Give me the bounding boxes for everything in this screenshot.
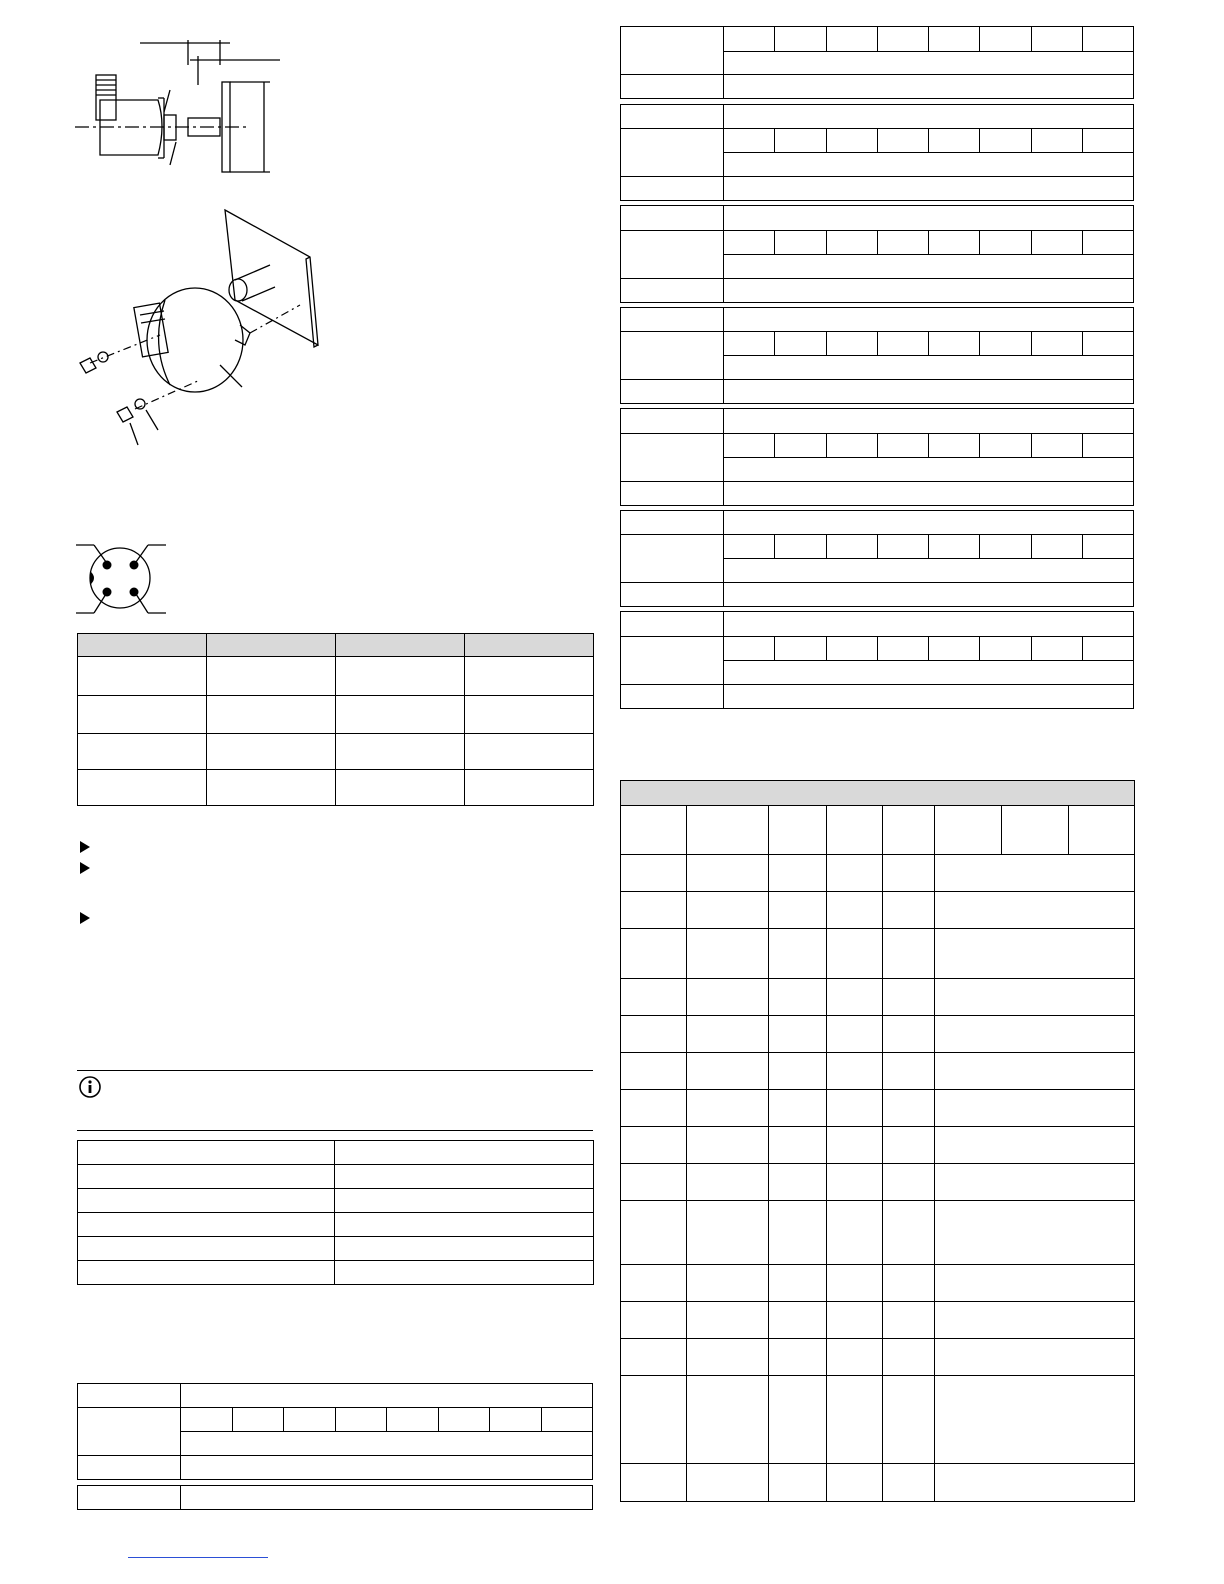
- settings-table-cell: [335, 1189, 594, 1213]
- bit-table-fragment: [77, 1485, 593, 1510]
- connection-table-header-cell: [465, 634, 594, 657]
- parameter-cell: [883, 1053, 935, 1090]
- parameter-cell: [621, 1164, 687, 1201]
- exploded-mounting-view: [70, 205, 330, 455]
- bit-cell: [980, 535, 1031, 559]
- parameter-cell: [769, 1265, 827, 1302]
- bit-table-cell: [724, 279, 1134, 303]
- bit-table-cell: [724, 661, 1134, 685]
- bit-table-cell: [181, 1432, 593, 1456]
- parameter-cell: [621, 1201, 687, 1265]
- bit-cell: [724, 332, 775, 356]
- parameter-cell: [827, 1464, 883, 1502]
- bit-cell: [826, 231, 877, 255]
- bit-cell: [724, 129, 775, 153]
- bit-cell: [929, 332, 980, 356]
- triangle-bullet-icon: [80, 862, 90, 874]
- parameter-cell: [827, 979, 883, 1016]
- parameter-cell: [687, 979, 769, 1016]
- parameter-table-header-cell: [883, 806, 935, 855]
- parameter-cell: [769, 929, 827, 979]
- parameter-cell: [621, 1053, 687, 1090]
- bit-table: [620, 205, 1134, 303]
- bit-cell: [877, 231, 928, 255]
- bit-table-cell: [181, 1486, 593, 1510]
- bit-cell: [929, 637, 980, 661]
- parameter-cell: [687, 1090, 769, 1127]
- connection-table-cell: [78, 734, 207, 770]
- bit-table-cell: [724, 685, 1134, 709]
- parameter-cell: [883, 1090, 935, 1127]
- parameter-cell: [827, 1016, 883, 1053]
- bit-table: [620, 611, 1134, 709]
- parameter-description-cell: [935, 1339, 1135, 1376]
- settings-table-cell: [335, 1141, 594, 1165]
- bit-table-cell: [724, 356, 1134, 380]
- bit-table-cell: [724, 75, 1134, 99]
- triangle-bullet-icon: [80, 841, 90, 853]
- bit-table-label-cell: [621, 637, 724, 685]
- bit-table-cell: [724, 206, 1134, 231]
- settings-table-cell: [78, 1141, 335, 1165]
- bit-cell: [826, 27, 877, 52]
- parameter-cell: [769, 855, 827, 892]
- parameter-cell: [621, 1376, 687, 1464]
- bit-cell: [284, 1408, 336, 1432]
- parameter-cell: [827, 1201, 883, 1265]
- connection-table-cell: [336, 734, 465, 770]
- connection-table-cell: [336, 696, 465, 734]
- bit-cell: [929, 434, 980, 458]
- bit-table-label-cell: [78, 1486, 181, 1510]
- parameter-cell: [621, 892, 687, 929]
- parameter-cell: [769, 1201, 827, 1265]
- parameter-cell: [769, 1127, 827, 1164]
- settings-table-cell: [335, 1261, 594, 1285]
- parameter-cell: [687, 929, 769, 979]
- bit-cell: [1031, 27, 1082, 52]
- connection-table-cell: [78, 770, 207, 806]
- parameter-cell: [769, 1053, 827, 1090]
- parameter-cell: [883, 1376, 935, 1464]
- parameter-cell: [827, 855, 883, 892]
- parameter-cell: [827, 929, 883, 979]
- bit-table-label-cell: [621, 231, 724, 279]
- bit-cell: [980, 129, 1031, 153]
- bit-table-label-cell: [621, 308, 724, 332]
- parameter-description-cell: [935, 1164, 1135, 1201]
- parameter-description-cell: [935, 855, 1135, 892]
- note-top-rule: [77, 1070, 593, 1071]
- bit-cell: [1031, 332, 1082, 356]
- parameter-cell: [769, 1339, 827, 1376]
- bit-table-cell: [181, 1384, 593, 1408]
- parameter-cell: [769, 979, 827, 1016]
- bit-cell: [980, 332, 1031, 356]
- bit-cell: [877, 129, 928, 153]
- parameter-cell: [827, 1302, 883, 1339]
- bit-cell: [724, 231, 775, 255]
- settings-table-cell: [78, 1261, 335, 1285]
- parameter-table-header-cell: [1002, 806, 1069, 855]
- connection-table-cell: [78, 657, 207, 696]
- bit-cell: [232, 1408, 284, 1432]
- parameter-cell: [621, 1464, 687, 1502]
- connection-table-cell: [465, 770, 594, 806]
- bit-cell: [775, 332, 826, 356]
- bit-cell: [438, 1408, 490, 1432]
- parameter-cell: [827, 892, 883, 929]
- parameter-cell: [687, 1127, 769, 1164]
- settings-table-cell: [335, 1213, 594, 1237]
- bit-table-label-cell: [621, 27, 724, 75]
- parameter-cell: [687, 855, 769, 892]
- bit-table-label-cell: [78, 1456, 181, 1480]
- bit-table-cell: [724, 153, 1134, 177]
- parameter-cell: [883, 1016, 935, 1053]
- bit-cell: [724, 434, 775, 458]
- parameter-description-cell: [935, 892, 1135, 929]
- bit-cell: [490, 1408, 542, 1432]
- connection-table-cell: [78, 696, 207, 734]
- parameter-description-cell: [935, 979, 1135, 1016]
- parameter-cell: [827, 1339, 883, 1376]
- bit-table-label-cell: [621, 129, 724, 177]
- bit-cell: [826, 535, 877, 559]
- connection-table-cell: [465, 696, 594, 734]
- bit-cell: [1082, 637, 1133, 661]
- bit-table-label-cell: [621, 612, 724, 637]
- bit-cell: [877, 637, 928, 661]
- parameter-cell: [827, 1376, 883, 1464]
- bit-cell: [980, 434, 1031, 458]
- bit-cell: [929, 27, 980, 52]
- bit-table: [620, 510, 1134, 607]
- parameter-cell: [687, 1265, 769, 1302]
- bit-table-label-cell: [78, 1384, 181, 1408]
- bit-cell: [724, 535, 775, 559]
- parameter-cell: [687, 1464, 769, 1502]
- connection-table-header-cell: [336, 634, 465, 657]
- bit-cell: [1031, 231, 1082, 255]
- bit-cell: [1031, 129, 1082, 153]
- bit-table-label-cell: [621, 279, 724, 303]
- bit-table: [77, 1383, 593, 1480]
- bit-table-cell: [724, 482, 1134, 506]
- bit-table-cell: [724, 409, 1134, 434]
- bit-cell: [1031, 434, 1082, 458]
- bit-table-cell: [724, 105, 1134, 129]
- parameter-cell: [769, 1464, 827, 1502]
- bit-cell: [387, 1408, 439, 1432]
- bit-cell: [1082, 27, 1133, 52]
- bit-table-cell: [724, 458, 1134, 482]
- parameter-cell: [621, 1090, 687, 1127]
- bit-cell: [1031, 637, 1082, 661]
- parameter-cell: [687, 892, 769, 929]
- bit-table-label-cell: [621, 583, 724, 607]
- bit-table-label-cell: [78, 1408, 181, 1456]
- parameter-description-cell: [935, 1201, 1135, 1265]
- bit-cell: [724, 27, 775, 52]
- bit-table: [620, 408, 1134, 506]
- bit-table: [620, 104, 1134, 201]
- footer-link-underline[interactable]: [128, 1557, 268, 1558]
- bit-cell: [1082, 231, 1133, 255]
- bit-table-label-cell: [621, 332, 724, 380]
- bit-table-cell: [724, 559, 1134, 583]
- m12-connector-pinout: [76, 538, 172, 618]
- parameter-cell: [883, 855, 935, 892]
- bit-cell: [775, 231, 826, 255]
- parameter-cell: [883, 1265, 935, 1302]
- bit-cell: [826, 332, 877, 356]
- connection-table-cell: [207, 657, 336, 696]
- bit-table-cell: [724, 255, 1134, 279]
- bit-table-label-cell: [621, 380, 724, 404]
- parameter-cell: [827, 1090, 883, 1127]
- parameter-cell: [687, 1376, 769, 1464]
- parameter-cell: [883, 1464, 935, 1502]
- connection-table-cell: [207, 734, 336, 770]
- parameter-cell: [621, 855, 687, 892]
- parameter-table-title-bar: [621, 781, 1135, 806]
- connection-table: [77, 633, 594, 806]
- bit-cell: [826, 434, 877, 458]
- note-bottom-rule: [77, 1130, 593, 1131]
- parameter-cell: [769, 892, 827, 929]
- parameter-cell: [883, 1164, 935, 1201]
- bit-table-label-cell: [621, 105, 724, 129]
- parameter-cell: [883, 1201, 935, 1265]
- parameter-table: [620, 780, 1135, 1502]
- parameter-cell: [687, 1053, 769, 1090]
- bit-cell: [980, 637, 1031, 661]
- parameter-cell: [883, 979, 935, 1016]
- bit-table-cell: [724, 612, 1134, 637]
- parameter-cell: [769, 1016, 827, 1053]
- parameter-cell: [621, 1016, 687, 1053]
- connection-table-header-cell: [78, 634, 207, 657]
- bit-table-cell: [724, 511, 1134, 535]
- bit-cell: [826, 637, 877, 661]
- bit-table-label-cell: [621, 482, 724, 506]
- settings-table-cell: [78, 1237, 335, 1261]
- bit-cell: [877, 332, 928, 356]
- parameter-cell: [621, 1127, 687, 1164]
- connection-table-cell: [336, 770, 465, 806]
- bit-cell: [1082, 332, 1133, 356]
- parameter-description-cell: [935, 1265, 1135, 1302]
- connection-table-cell: [207, 696, 336, 734]
- connection-table-cell: [465, 734, 594, 770]
- parameter-cell: [621, 1302, 687, 1339]
- bit-table-cell: [724, 583, 1134, 607]
- bit-cell: [335, 1408, 387, 1432]
- parameter-cell: [827, 1164, 883, 1201]
- parameter-table-header-cell: [621, 806, 687, 855]
- parameter-table-header-cell: [827, 806, 883, 855]
- parameter-cell: [621, 979, 687, 1016]
- bit-cell: [181, 1408, 233, 1432]
- bit-cell: [929, 129, 980, 153]
- bit-table-cell: [724, 380, 1134, 404]
- bit-cell: [877, 535, 928, 559]
- parameter-table-header-cell: [1069, 806, 1135, 855]
- bit-table-label-cell: [621, 511, 724, 535]
- settings-table: [77, 1140, 594, 1285]
- bit-table-label-cell: [621, 206, 724, 231]
- shaft-mounting-dimension-drawing: [70, 30, 300, 180]
- bit-cell: [775, 27, 826, 52]
- bit-table-label-cell: [621, 685, 724, 709]
- bit-cell: [877, 27, 928, 52]
- parameter-table-header-cell: [687, 806, 769, 855]
- parameter-cell: [621, 1265, 687, 1302]
- settings-table-cell: [78, 1165, 335, 1189]
- connection-table-cell: [336, 657, 465, 696]
- info-icon: [78, 1075, 102, 1099]
- connection-table-cell: [465, 657, 594, 696]
- parameter-description-cell: [935, 1090, 1135, 1127]
- parameter-description-cell: [935, 1376, 1135, 1464]
- triangle-bullet-icon: [80, 912, 90, 924]
- bit-table-cell: [724, 308, 1134, 332]
- parameter-cell: [687, 1339, 769, 1376]
- bit-cell: [1082, 129, 1133, 153]
- bit-cell: [877, 434, 928, 458]
- parameter-cell: [769, 1164, 827, 1201]
- bit-cell: [980, 231, 1031, 255]
- parameter-cell: [687, 1164, 769, 1201]
- bit-cell: [541, 1408, 593, 1432]
- parameter-description-cell: [935, 1127, 1135, 1164]
- parameter-description-cell: [935, 1016, 1135, 1053]
- parameter-cell: [827, 1265, 883, 1302]
- bit-table-label-cell: [621, 177, 724, 201]
- bit-cell: [929, 231, 980, 255]
- parameter-cell: [883, 1302, 935, 1339]
- parameter-cell: [883, 1127, 935, 1164]
- bit-cell: [775, 535, 826, 559]
- bit-table-label-cell: [621, 409, 724, 434]
- parameter-table-header-cell: [769, 806, 827, 855]
- bit-table: [620, 307, 1134, 404]
- bit-table-cell: [724, 177, 1134, 201]
- bit-cell: [1082, 535, 1133, 559]
- parameter-cell: [621, 1339, 687, 1376]
- bit-cell: [724, 637, 775, 661]
- settings-table-cell: [335, 1237, 594, 1261]
- parameter-cell: [883, 1339, 935, 1376]
- parameter-cell: [883, 892, 935, 929]
- bit-cell: [929, 535, 980, 559]
- parameter-cell: [769, 1090, 827, 1127]
- parameter-cell: [769, 1376, 827, 1464]
- parameter-cell: [883, 929, 935, 979]
- bit-table-label-cell: [621, 434, 724, 482]
- bit-table: [620, 26, 1134, 99]
- parameter-cell: [687, 1016, 769, 1053]
- settings-table-cell: [78, 1189, 335, 1213]
- settings-table-cell: [335, 1165, 594, 1189]
- parameter-cell: [687, 1201, 769, 1265]
- parameter-cell: [827, 1053, 883, 1090]
- parameter-description-cell: [935, 1464, 1135, 1502]
- bit-table-cell: [181, 1456, 593, 1480]
- parameter-description-cell: [935, 929, 1135, 979]
- bit-cell: [775, 637, 826, 661]
- bit-table-label-cell: [621, 535, 724, 583]
- bit-cell: [775, 129, 826, 153]
- connection-table-header-cell: [207, 634, 336, 657]
- bit-cell: [1031, 535, 1082, 559]
- parameter-table-header-cell: [935, 806, 1002, 855]
- bit-table-cell: [724, 52, 1134, 75]
- bit-cell: [826, 129, 877, 153]
- settings-table-cell: [78, 1213, 335, 1237]
- parameter-cell: [621, 929, 687, 979]
- bit-cell: [775, 434, 826, 458]
- bit-cell: [980, 27, 1031, 52]
- connection-table-cell: [207, 770, 336, 806]
- parameter-description-cell: [935, 1053, 1135, 1090]
- parameter-cell: [687, 1302, 769, 1339]
- parameter-cell: [769, 1302, 827, 1339]
- bit-cell: [1082, 434, 1133, 458]
- parameter-cell: [827, 1127, 883, 1164]
- bit-table-label-cell: [621, 75, 724, 99]
- parameter-description-cell: [935, 1302, 1135, 1339]
